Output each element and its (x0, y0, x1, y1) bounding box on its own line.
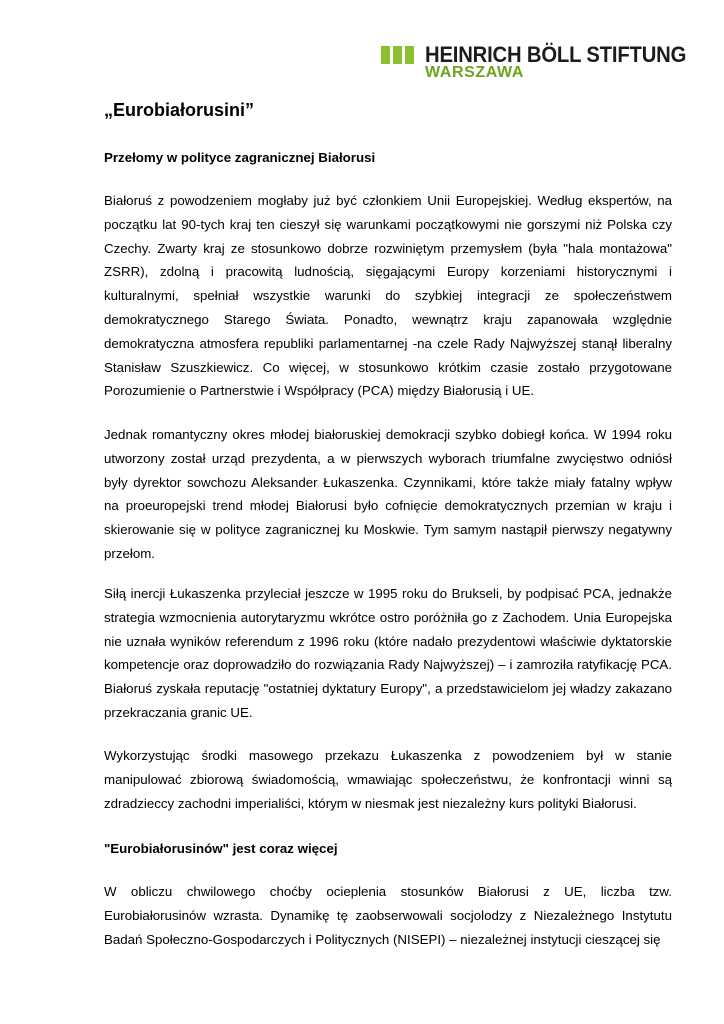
paragraph-line: manipulować zbiorową świadomością, wmawiając społeczeństwu, że konfrontacji winni są (104, 771, 672, 787)
logo-city: WARSZAWA (425, 64, 525, 81)
paragraph-line: kompetencje oraz doprowadziło do rozwiązania Rady Najwyższej) – i zamroziła ratyfikację PCA. (104, 657, 672, 673)
paragraph-line: na proeuropejski trend młodej Białorusi było cofnięcie demokratycznych przemian w kraju i (104, 498, 672, 514)
paragraph (104, 423, 672, 566)
logo-bar (393, 46, 402, 64)
paragraph-line: Eurobiałorusinów wzrasta. Dynamikę tę zaobserwowali socjolodzy z Niezależnego Instytutu (104, 907, 672, 923)
paragraph (104, 582, 672, 725)
logo-bars-icon (381, 46, 415, 64)
paragraph-line: demokratyczna atmosfera republiki parlamentarnej -na czele Rady Najwyższej stanął liberalny (104, 335, 672, 351)
paragraph-line: Wykorzystując środki masowego przekazu Łukaszenka z powodzeniem był w stanie (104, 748, 672, 763)
paragraph-line: Badań Społeczno-Gospodarczych i Politycznych (NISEPI) – niezależnej instytucji cieszącej się (104, 931, 661, 947)
paragraph (104, 189, 672, 403)
section-heading-eurobelarusians: "Eurobiałorusinów" jest coraz więcej (104, 841, 338, 856)
paragraph-line: Czechy. Zwarty kraj ze stosunkowo dobrze rozwiniętym przemysłem (była "hala montażowa" (104, 240, 672, 256)
paragraph-line: nie uznała wyników referendum z 1996 roku (które nadało prezydentowi właściwie dyktatorskie (104, 633, 672, 649)
paragraph-line: skierowanie się w polityce zagranicznej ku Moskwie. Tym samym nastąpił pierwszy negatywny (104, 522, 672, 538)
paragraph-line: Białoruś z powodzeniem mogłaby już być członkiem Unii Europejskiej. Według ekspertów, na (104, 193, 672, 208)
paragraph-line: strategia wzmocnienia autorytaryzmu wkrótce ostro poróżniła go z Zachodem. Unia Europejska (104, 609, 672, 625)
paragraph-line: przekraczania granic UE. (104, 704, 253, 720)
paragraph-line: utworzony został urząd prezydenta, a w pierwszych wyborach triumfalne zwycięstwo odniósł (104, 450, 672, 466)
logo-bar (381, 46, 390, 64)
paragraph-line: demokratycznego Starego Świata. Ponadto, wewnątrz kraju zapanowała względnie (104, 311, 672, 327)
logo-bar (405, 46, 414, 64)
paragraph-line: zdradzieccy zachodni imperialiści, którym w niesmak jest niezależny kurs polityki Białorusi. (104, 795, 637, 811)
document-title: „Eurobiałorusini” (104, 100, 255, 120)
paragraph-line: początku lat 90-tych kraj ten cieszył się warunkami początkowymi nie gorszymi niż Polska czy (104, 216, 672, 232)
paragraph (104, 744, 672, 815)
paragraph-line: Jednak romantyczny okres młodej białoruskiej demokracji szybko dobiegł końca. W 1994 roku (104, 427, 672, 442)
paragraph-line: Stanisław Szuszkiewicz. Co więcej, w stosunkowo krótkim czasie zostało przygotowane (104, 359, 672, 375)
paragraph (104, 880, 672, 951)
logo-name: HEINRICH BÖLL STIFTUNG (425, 42, 687, 67)
paragraph-line: Siłą inercji Łukaszenka przyleciał jeszcze w 1995 roku do Brukseli, by podpisać PCA, jednakże (104, 586, 672, 601)
paragraph-line: były dyrektor sowchozu Aleksander Łukaszenka. Czynnikami, które także miały fatalny wpływ (104, 474, 672, 490)
paragraph-line: ZSRR), zdolną i pracowitą ludnością, sięgającymi Europy korzeniami historycznymi i (104, 264, 672, 280)
paragraph-line: W obliczu chwilowego choćby ocieplenia stosunków Białorusi z UE, liczba tzw. (104, 884, 672, 899)
paragraph-line: przełom. (104, 545, 155, 561)
section-heading-foreign-policy: Przełomy w polityce zagranicznej Białorusi (104, 150, 376, 165)
heinrich-boll-stiftung-logo (381, 42, 687, 83)
paragraph-line: Białoruś zyskała reputację "ostatniej dyktatury Europy", a przedstawicielom jej władzy zakazano (104, 681, 672, 697)
paragraph-line: kulturalnymi, spełniał wszystkie warunki do szybkiej integracji ze społeczeństwem (104, 288, 672, 304)
paragraph-line: Porozumienie o Partnerstwie i Współpracy (PCA) między Białorusią i UE. (104, 383, 535, 399)
